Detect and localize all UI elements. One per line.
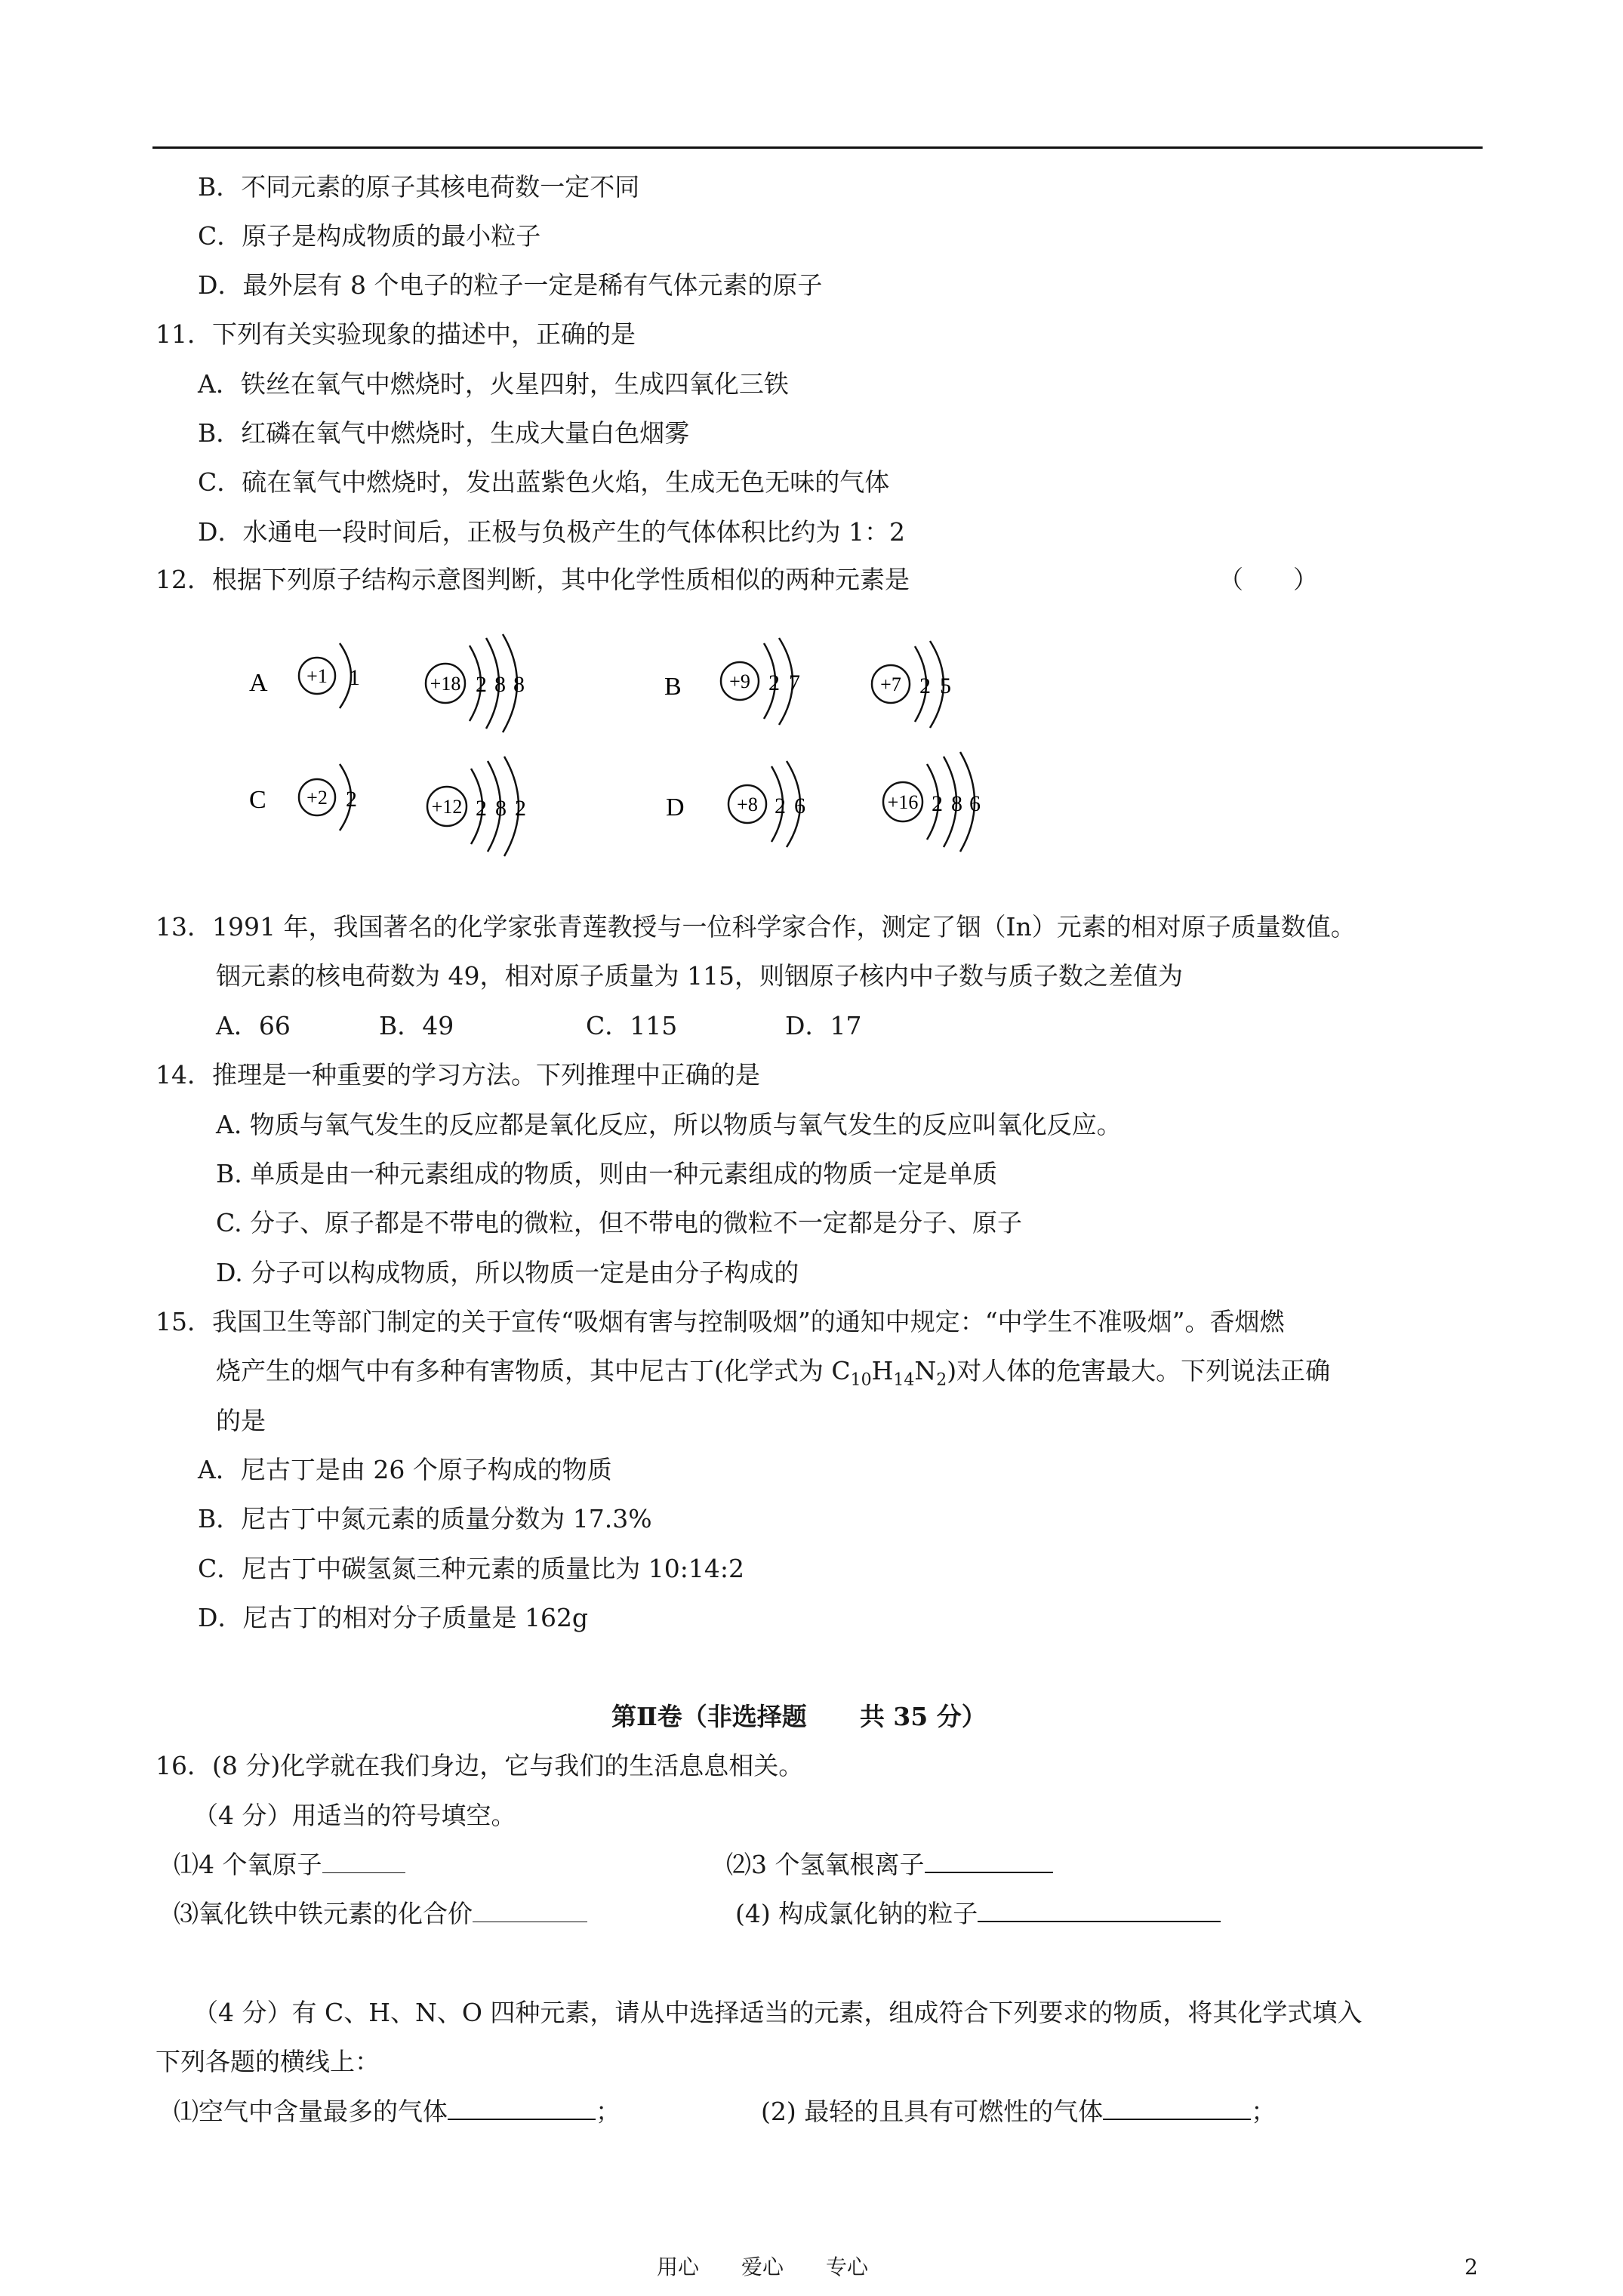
svg-text:+7: +7	[880, 673, 901, 695]
atom-c2	[427, 757, 526, 856]
svg-text:+8: +8	[737, 794, 758, 815]
atom-c1	[299, 764, 357, 831]
q16-gas-item-2: (2) 最轻的且具有可燃性的气体 ；	[761, 2097, 1277, 2126]
q12-stem: 12．根据下列原子结构示意图判断，其中化学性质相似的两种元素是	[156, 565, 910, 594]
q13-option-d: D．17	[785, 1011, 862, 1040]
q10-option-c: C．原子是构成物质的最小粒子	[198, 221, 541, 251]
q11-option-b: B．红磷在氧气中燃烧时，生成大量白色烟雾	[198, 418, 690, 448]
q15-stem-line2: 烧产生的烟气中有多种有害物质，其中尼古丁(化学式为 $C_{10}H_{14}N_2$)对人体的危害最大。下列说法正确	[216, 1356, 1331, 1390]
q15-option-c: C．尼古丁中碳氢氮三种元素的质量比为 10:14:2	[198, 1554, 744, 1583]
q14-option-a: A. 物质与氧气发生的反应都是氧化反应，所以物质与氧气发生的反应叫氧化反应。	[216, 1110, 1122, 1139]
svg-text:6: 6	[794, 794, 805, 818]
q16-item-1: ⑴4 个氧原子	[174, 1848, 405, 1881]
q16-stem: 16．(8 分)化学就在我们身边，它与我们的生活息息相关。	[156, 1751, 804, 1780]
page-number: 2	[1464, 2254, 1478, 2279]
answer-blank-light-gas[interactable]	[1103, 2096, 1251, 2120]
q16-part2-line2: 下列各题的横线上：	[156, 2047, 380, 2076]
q11-option-d: D．水通电一段时间后，正极与负极产生的气体体积比约为 1：2	[198, 517, 905, 547]
q14-option-c: C. 分子、原子都是不带电的微粒，但不带电的微粒不一定都是分子、原子	[216, 1208, 1023, 1237]
q16-item-2: ⑵3 个氢氧根离子	[726, 1848, 1053, 1881]
svg-text:2: 2	[932, 791, 943, 816]
q14-stem: 14．推理是一种重要的学习方法。下列推理中正确的是	[156, 1060, 760, 1089]
q13-option-b: B．49	[379, 1011, 454, 1040]
svg-text:8: 8	[494, 672, 506, 697]
atom-a1	[299, 643, 360, 708]
atomic-structure-diagrams	[226, 596, 1057, 876]
q10-option-b: B．不同元素的原子其核电荷数一定不同	[198, 172, 640, 202]
svg-text:+9: +9	[729, 670, 750, 692]
svg-text:8: 8	[951, 791, 962, 816]
q16-part2-line1: （4 分）有 C、H、N、O 四种元素，请从中选择适当的元素，组成符合下列要求的物质，将其化学式填入	[193, 1998, 1363, 2027]
svg-text:2: 2	[346, 787, 357, 812]
svg-text:+1: +1	[306, 665, 328, 687]
q15-option-a: A．尼古丁是由 26 个原子构成的物质	[198, 1455, 612, 1484]
answer-blank-oxygen-atoms[interactable]	[322, 1850, 405, 1873]
atom-b1	[721, 638, 800, 725]
answer-blank-hydroxide-ions[interactable]	[925, 1849, 1053, 1873]
header-rule	[152, 146, 1483, 149]
svg-text:+2: +2	[306, 787, 328, 809]
q15-option-d: D．尼古丁的相对分子质量是 162g	[198, 1603, 589, 1632]
section2-title: 第Ⅱ卷（非选择题 共 35 分）	[611, 1702, 987, 1731]
q13-stem-line2: 铟元素的核电荷数为 49，相对原子质量为 115，则铟原子核内中子数与质子数之差值为	[216, 961, 1183, 991]
svg-text:2: 2	[768, 670, 780, 695]
answer-blank-nacl-particles[interactable]	[978, 1898, 1221, 1922]
q11-option-a: A．铁丝在氧气中燃烧时，火星四射，生成四氧化三铁	[198, 369, 789, 399]
svg-text:7: 7	[789, 670, 800, 695]
q16-part1: （4 分）用适当的符号填空。	[193, 1801, 516, 1830]
q13-option-a: A．66	[216, 1011, 291, 1040]
svg-text:2: 2	[476, 796, 487, 821]
q14-option-d: D. 分子可以构成物质，所以物质一定是由分子构成的	[216, 1258, 799, 1287]
q11-option-c: C．硫在氧气中燃烧时，发出蓝紫色火焰，生成无色无味的气体	[198, 467, 890, 497]
q15-stem-line3: 的是	[216, 1406, 266, 1435]
svg-text:+16: +16	[887, 791, 919, 813]
q14-option-b: B. 单质是由一种元素组成的物质，则由一种元素组成的物质一定是单质	[216, 1159, 998, 1188]
svg-text:2: 2	[775, 794, 786, 818]
atom-a2	[426, 634, 525, 732]
footer-motto: 用心 爱心 专心	[657, 2254, 869, 2279]
diagram-label-a: A	[249, 669, 268, 697]
q15-option-b: B．尼古丁中氮元素的质量分数为 17.3%	[198, 1504, 652, 1533]
q10-option-d: D．最外层有 8 个电子的粒子一定是稀有气体元素的原子	[198, 270, 823, 300]
svg-text:+12: +12	[431, 796, 463, 818]
svg-text:+18: +18	[430, 673, 461, 695]
svg-text:5: 5	[940, 673, 951, 698]
svg-text:2: 2	[476, 672, 487, 697]
atom-b2	[872, 641, 951, 728]
svg-text:6: 6	[969, 791, 981, 816]
svg-text:8: 8	[495, 796, 507, 821]
atom-d1	[728, 761, 805, 847]
diagram-label-d: D	[666, 794, 685, 821]
q16-item-4: (4) 构成氯化钠的粒子	[735, 1897, 1221, 1931]
q11-stem: 11．下列有关实验现象的描述中，正确的是	[156, 319, 636, 349]
answer-blank-iron-valence[interactable]	[473, 1899, 587, 1922]
svg-text:8: 8	[513, 672, 525, 697]
svg-text:2: 2	[919, 673, 931, 698]
q12-answer-paren: （ ）	[1218, 565, 1318, 594]
answer-blank-air-gas[interactable]	[448, 2096, 596, 2120]
q13-option-c: C．115	[586, 1011, 678, 1040]
atom-d2	[883, 752, 981, 852]
q13-stem-line1: 13．1991 年，我国著名的化学家张青莲教授与一位科学家合作，测定了铟（In）元素的相对原子质量数值。	[156, 912, 1356, 942]
q16-gas-item-1: ⑴空气中含量最多的气体 ；	[174, 2097, 621, 2126]
svg-text:2: 2	[515, 796, 526, 821]
svg-text:1: 1	[349, 665, 360, 690]
diagram-label-b: B	[664, 673, 682, 701]
q15-stem-line1: 15．我国卫生等部门制定的关于宣传“吸烟有害与控制吸烟”的通知中规定：“中学生不准吸烟”。香烟燃	[156, 1307, 1285, 1336]
diagram-label-c: C	[249, 786, 266, 814]
q16-item-3: ⑶氧化铁中铁元素的化合价	[174, 1897, 587, 1931]
